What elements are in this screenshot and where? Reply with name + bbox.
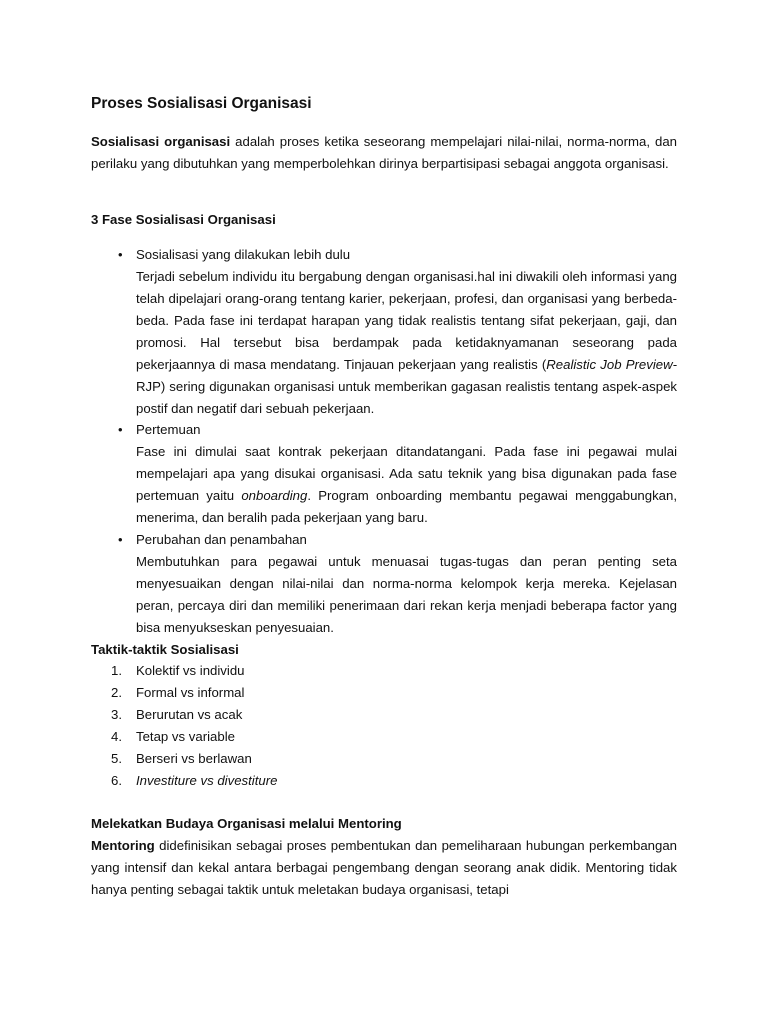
mentoring-paragraph — [91, 835, 677, 901]
phase-body-b: RJP) sering digunakan organisasi untuk memberikan gagasan realistis tentang aspek-aspek postif dan negatif dari sebuah pekerjaan. — [136, 379, 677, 416]
list-text: Berurutan vs acak — [136, 707, 243, 722]
intro-text: adalah proses ketika seseorang mempelajari nilai-nilai, norma-norma, dan perilaku yang dibutuhkan yang memperbolehkan dirinya berpartisipasi sebagai anggota organisasi. — [91, 134, 678, 171]
phase-body-b: . Program onboarding membantu pegawai menggabungkan, menerima, dan beralih pada pekerjaan yang baru. — [136, 488, 677, 525]
phase-body — [136, 551, 677, 639]
mentoring-heading: Melekatkan Budaya Organisasi melalui Mentoring — [91, 816, 402, 831]
list-number: 1. — [111, 663, 122, 678]
page-title: Proses Sosialisasi Organisasi — [91, 95, 312, 112]
mentoring-term: Mentoring — [91, 838, 155, 853]
phase-body-a: Fase ini dimulai saat kontrak pekerjaan ditandatangani. Pada fase ini pegawai mulai mempelajari apa yang disukai organisasi. Ada satu teknik yang bisa digunakan pada fase pertemuan yaitu — [136, 444, 677, 503]
intro-paragraph — [91, 131, 677, 175]
phase-body-italic: onboarding — [241, 488, 308, 503]
intro-term: Sosialisasi organisasi — [91, 134, 231, 149]
bullet-icon: • — [118, 422, 123, 437]
phase-title: Pertemuan — [136, 422, 201, 437]
list-text: Kolektif vs individu — [136, 663, 245, 678]
mentoring-text: didefinisikan sebagai proses pembentukan dan pemeliharaan hubungan perkembangan yang intensif dan kekal antara berbagai pengembang dengan seorang anak didik. Mentoring tidak hanya penting sebagai taktik untuk meletakan budaya organisasi, tetapi — [91, 838, 677, 897]
phase-body-a: Terjadi sebelum individu itu bergabung dengan organisasi.hal ini diwakili oleh informasi yang telah dipelajari orang-orang tentang karier, pekerjaan, profesi, dan organisasi yang berbeda-beda. Pada fase ini terdapat harapan yang tidak realistis tentang sifat pekerjaan, gaji, dan promosi. Hal tersebut bisa berdampak pada ketidaknyamanan seseorang pada pekerjaannya di masa mendatang. Tinjauan pekerjaan yang realistis ( — [136, 269, 677, 372]
phase-title: Sosialisasi yang dilakukan lebih dulu — [136, 247, 351, 262]
list-number: 4. — [111, 729, 122, 744]
phase-title: Perubahan dan penambahan — [136, 532, 307, 547]
list-number: 6. — [111, 773, 122, 788]
phase-body-a: Membutuhkan para pegawai untuk menuasai tugas-tugas dan peran penting seta menyesuaikan dengan nilai-nilai dan norma-norma kelompok kerja mereka. Kejelasan peran, percaya diri dan memiliki penerimaan dari rekan kerja menjadi beberapa factor yang bisa menyukseskan penyesuaian. — [136, 554, 677, 635]
phase-body-italic: Realistic Job Preview- — [546, 357, 677, 372]
list-number: 5. — [111, 751, 122, 766]
phase-body — [136, 266, 677, 420]
list-number: 3. — [111, 707, 122, 722]
list-text: Formal vs informal — [136, 685, 245, 700]
bullet-icon: • — [118, 532, 123, 547]
list-text: Tetap vs variable — [136, 729, 235, 744]
list-number: 2. — [111, 685, 122, 700]
list-text: Investiture vs divestiture — [136, 773, 278, 788]
phases-heading: 3 Fase Sosialisasi Organisasi — [91, 212, 276, 227]
bullet-icon: • — [118, 247, 123, 262]
phase-body — [136, 441, 677, 529]
tactics-heading: Taktik-taktik Sosialisasi — [91, 642, 239, 657]
list-text: Berseri vs berlawan — [136, 751, 252, 766]
